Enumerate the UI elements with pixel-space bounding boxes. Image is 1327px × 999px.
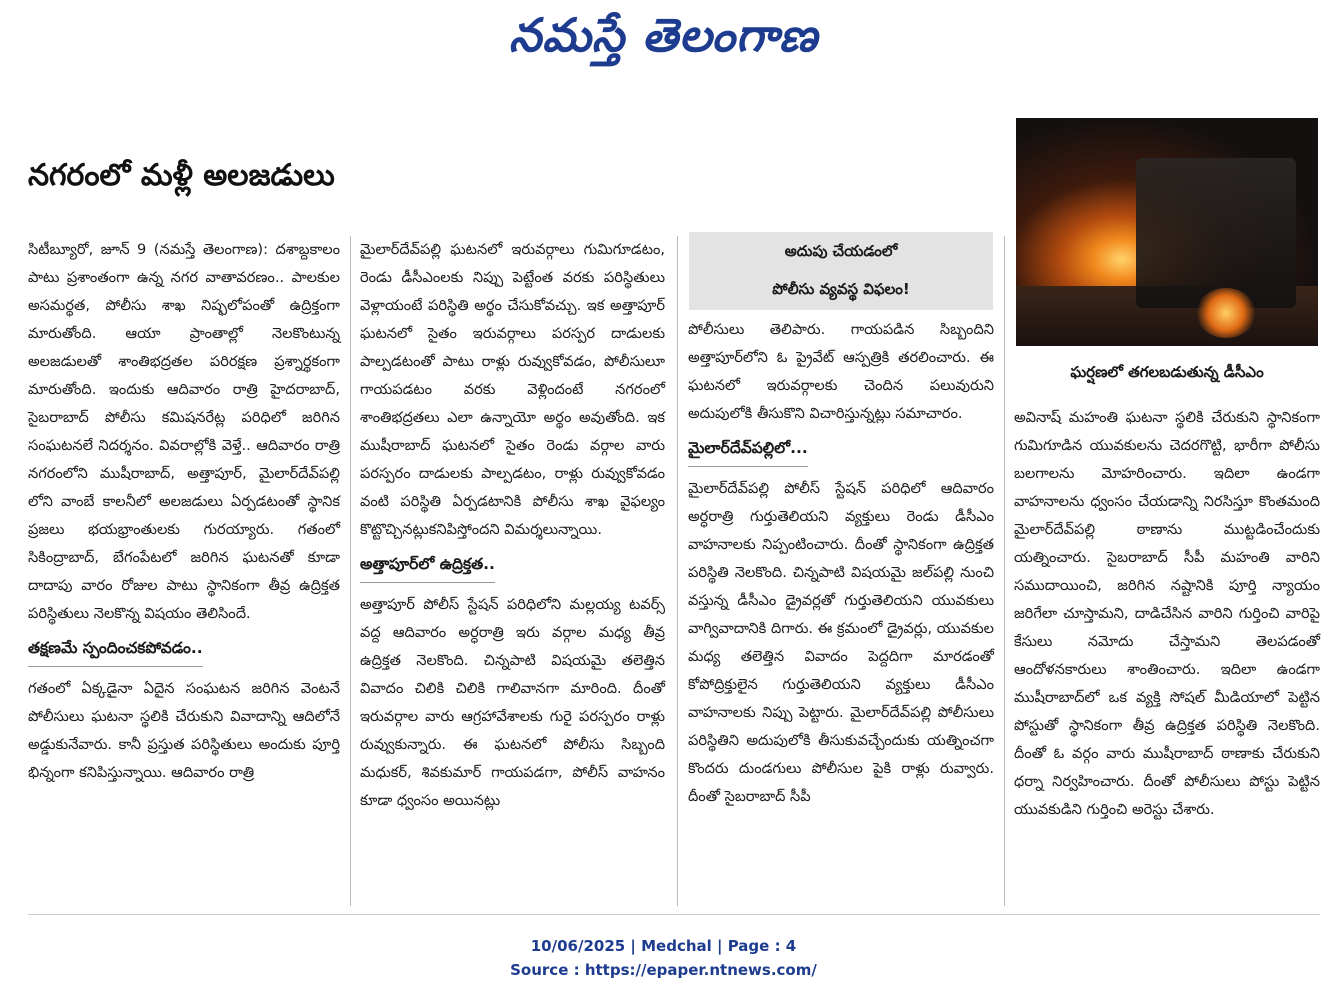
photo-caption: ఘర్షణలో తగలబడుతున్న డీసీఎం [1070, 363, 1264, 381]
article-column-3 [688, 316, 994, 811]
article-headline: నగరంలో మళ్లీ అలజడులు [28, 158, 335, 193]
page-bottom-rule [28, 914, 1320, 915]
column-3-paragraph-1: పోలీసులు తెలిపారు. గాయపడిన సిబ్బందిని అత్తాపూర్‌లోని ఓ ప్రైవేట్ ఆస్పత్రికి తరలించారు. ఈ ఘటనలో ఇరువర్గాలకు చెందిన పలువురుని అదుపులోకి తీసుకొని విచారిస్తున్నట్లు సమాచారం. [688, 321, 994, 422]
photo-burning-truck [1136, 158, 1296, 308]
footer-edition-info: 10/06/2025 | Medchal | Page : 4 [530, 937, 797, 955]
column-divider [350, 236, 351, 906]
column-3-paragraph-2: మైలార్‌దేవ్‌పల్లి పోలీస్ స్టేషన్ పరిధిలో ఆదివారం అర్ధరాత్రి గుర్తుతెలియని వ్యక్తులు రెండు డీసీఎం వాహనాలకు నిప్పంటించారు. దీంతో స్థానికంగా ఉద్రిక్తత పరిస్థితి నెలకొంది. చిన్నపాటి విషయమై జల్‌పల్లి నుంచి వస్తున్న డీసీఎం డ్రైవర్లతో గుర్తుతెలియని యువకులు వాగ్వివాదానికి దిగారు. ఈ క్రమంలో డ్రైవర్లు, యువకుల మధ్య తలెత్తిన వివాదం పెద్దదిగా మారడంతో కోపోద్రిక్తులైన గుర్తుతెలియని వ్యక్తులు డీసీఎం వాహనాలకు నిప్పు పెట్టారు. మైలార్‌దేవ్‌పల్లి పోలీసులు పరిస్థితిని అదుపులోకి తీసుకువచ్చేందుకు యత్నించగా కొందరు దుండగులు పోలీసుల పైకి రాళ్లు రువ్వారు. దీంతో సైబరాబాద్ సీపీ [688, 480, 994, 805]
column-2-paragraph-2: అత్తాపూర్ పోలీస్ స్టేషన్ పరిధిలోని మల్లయ్య టవర్స్ వద్ద ఆదివారం అర్ధరాత్రి ఇరు వర్గాల మధ్య తీవ్ర ఉద్రిక్తత నెలకొంది. చిన్నపాటి విషయమై తలెత్తిన వివాదం చిలికి చిలికి గాలివానగా మారింది. దీంతో ఇరువర్గాల వారు ఆగ్రహావేశాలకు గురై పరస్పరం రాళ్లు రువ్వుకున్నారు. ఈ ఘటనలో పోలీసు సిబ్బంది మధుకర్, శివకుమార్ గాయపడగా, పోలీస్ వాహనం కూడా ధ్వంసం అయినట్లు [360, 596, 665, 809]
pull-quote-box [689, 232, 993, 310]
news-photo [1016, 118, 1318, 346]
column-divider [1004, 236, 1005, 906]
article-column-2 [360, 236, 665, 815]
column-1-paragraph-1: సిటీబ్యూరో, జూన్ 9 (నమస్తే తెలంగాణ): దశాబ్దకాలం పాటు ప్రశాంతంగా ఉన్న నగర వాతావరణం.. పాలకుల అసమర్థత, పోలీసు శాఖ నిష్ఫలోపంతో ఉద్రిక్తంగా మారుతోంది. ఆయా ప్రాంతాల్లో నెలకొంటున్న అలజడులతో శాంతిభద్రతల పరిరక్షణ ప్రశ్నార్థకంగా మారుతోంది. ఇందుకు ఆదివారం రాత్రి హైదరాబాద్, సైబరాబాద్ పోలీసు కమిషనరేట్ల పరిధిలో జరిగిన సంఘటనలే నిదర్శనం. వివరాల్లోకి వెళ్తే.. ఆదివారం రాత్రి నగరంలోని ముషీరాబాద్, అత్తాపూర్, మైలార్‌దేవ్‌పల్లి లోని వాంబే కాలనీలో అలజడులు ఏర్పడటంతో స్థానిక ప్రజలు భయభ్రాంతులకు గురయ్యారు. గతంలో సికింద్రాబాద్, బేగంపేటలో జరిగిన ఘటనతో కూడా దాదాపు వారం రోజుల పాటు స్థానికంగా తీవ్ర ఉద్రిక్తత పరిస్థితులు నెలకొన్న విషయం తెలిసిందే. [28, 241, 340, 622]
newspaper-masthead: నమస్తే తెలంగాణ [508, 8, 819, 62]
footer-source-link[interactable]: Source : https://epaper.ntnews.com/ [510, 961, 817, 979]
pull-quote-line-1: అదుపు చేయడంలో [784, 242, 898, 260]
column-3-subheading: మైలార్‌దేవ్‌పల్లిలో... [688, 434, 808, 467]
column-1-subheading: తక్షణమే స్పందించకపోవడం.. [28, 634, 203, 667]
column-divider [677, 236, 678, 906]
article-column-1 [28, 236, 340, 787]
column-1-paragraph-2: గతంలో ఏక్కడైనా ఏదైన సంఘటన జరిగిన వెంటనే పోలీసులు ఘటనా స్థలికి చేరుకుని వివాదాన్ని ఆదిలోనే అడ్డుకునేవారు. కానీ ప్రస్తుత పరిస్థితులు అందుకు పూర్తి భిన్నంగా కనిపిస్తున్నాయి. ఆదివారం రాత్రి [28, 680, 340, 781]
column-4-paragraph-1: అవినాష్ మహంతి ఘటనా స్థలికి చేరుకుని స్థానికంగా గుమిగూడిన యువకులను చెదరగొట్టి, భారీగా పోలీసు బలగాలను మోహరించారు. ఇదిలా ఉండగా వాహనాలను ధ్వంసం చేయడాన్ని నిరసిస్తూ కొంతమంది మైలార్‌దేవ్‌పల్లి ఠాణాను ముట్టడించేందుకు యత్నించారు. సైబరాబాద్ సీపీ మహంతి వారిని సముదాయించి, జరిగిన నష్టానికి పూర్తి న్యాయం జరిగేలా చూస్తామని, దాడిచేసిన వారిని గుర్తించి వారిపై కేసులు నమోదు చేస్తామని తెలపడంతో ఆందోళనకారులు శాంతించారు. ఇదిలా ఉండగా ముషీరాబాద్‌లో ఒక వ్యక్తి సోషల్ మీడియాలో పెట్టిన పోస్టుతో స్థానికంగా తీవ్ర ఉద్రిక్తత పరిస్థితి నెలకొంది. దీంతో ఓ వర్గం వారు ముషీరాబాద్ ఠాణాకు చేరుకుని ధర్నా నిర్వహించారు. దీంతో పోలీసులు పోస్టు పెట్టిన యువకుడిని గుర్తించి అరెస్టు చేశారు. [1014, 409, 1320, 818]
pull-quote-line-2: పోలీసు వ్యవస్థ విఫలం! [772, 280, 910, 298]
column-2-subheading: అత్తాపూర్‌లో ఉద్రిక్తత.. [360, 550, 495, 583]
article-column-4 [1014, 404, 1320, 824]
page-footer [0, 934, 1327, 982]
column-2-paragraph-1: మైలార్‌దేవ్‌పల్లి ఘటనలో ఇరువర్గాలు గుమిగూడటం, రెండు డీసీఎంలకు నిప్పు పెట్టేంత వరకు పరిస్థితులు వెళ్లాయంటే పరిస్థితి అర్థం చేసుకోవచ్చు. ఇక అత్తాపూర్ ఘటనలో సైతం ఇరువర్గాలు పరస్పర దాడులకు పాల్పడటంతో పాటు రాళ్లు రువ్వుకోవడం, పోలీసులూ గాయపడటం వరకు వెళ్లిందంటే నగరంలో శాంతిభద్రతలు ఎలా ఉన్నాయో అర్థం అవుతోంది. ఇక ముషీరాబాద్ ఘటనలో సైతం రెండు వర్గాల వారు పరస్పరం దాడులకు పాల్పడటం, రాళ్లు రువ్వుకోవడం వంటి పరిస్థితి ఏర్పడటానికి పోలీసు శాఖ వైఫల్యం కొట్టొచ్చినట్లుకనిపిస్తోందని విమర్శలున్నాయి. [360, 241, 665, 538]
photo-fire-glow [1196, 288, 1256, 338]
